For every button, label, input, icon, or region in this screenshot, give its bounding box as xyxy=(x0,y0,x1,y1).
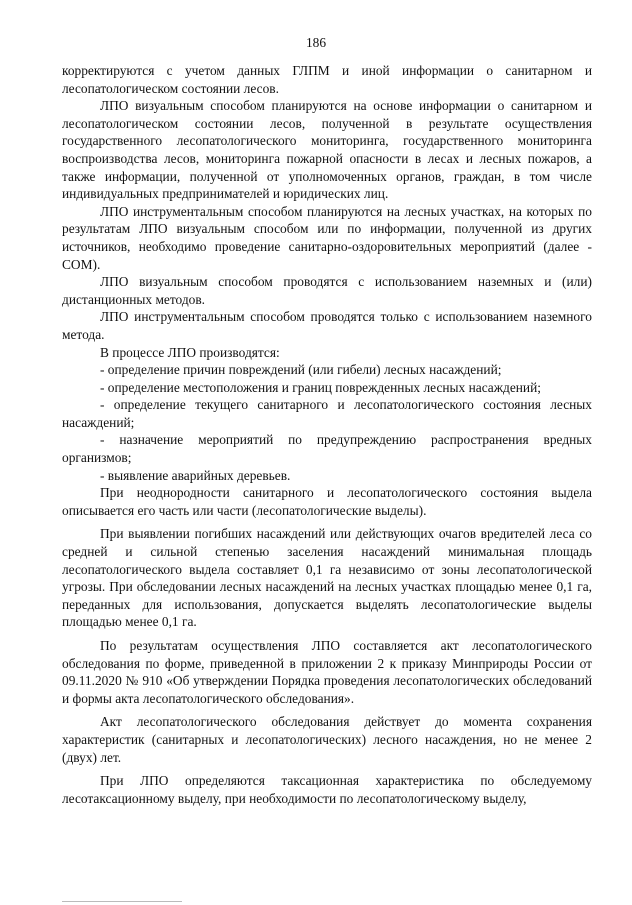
paragraph: ЛПО визуальным способом планируются на основе информации о санитарном и лесопатологическом состоянии лесов, полученной в результате осуществления государственного лесопатологического мониторинга, государственного мониторинга воспроизводства лесов, мониторинга пожарной опасности в лесах и лесных пожаров, а также информации, полученной от уполномоченных органов, граждан, в том числе индивидуальных предпринимателей и юридических лиц. xyxy=(62,98,592,202)
paragraph: ЛПО инструментальным способом планируются на лесных участках, на которых по результатам ЛПО визуальным способом или по информации, полученной из других источников, необходимо проведение санитарно-оздоровительных мероприятий (далее - СОМ). xyxy=(62,203,592,272)
paragraph: В процессе ЛПО производятся: xyxy=(100,344,280,360)
list-item: - определение причин повреждений (или гибели) лесных насаждений; xyxy=(100,362,502,378)
paragraph: При выявлении погибших насаждений или действующих очагов вредителей леса со средней и сильной степенью заселения насаждений минимальная площадь лесопатологического выдела составляет 0,1 га независимо от зоны лесопатологической угрозы. При обследовании лесных насаждений на лесных участках площадью менее 0,1 га, переданных для использования, допускается выделять лесопатологические выделы площадью менее 0,1 га. xyxy=(62,526,592,630)
paragraph: Акт лесопатологического обследования действует до момента сохранения характеристик (санитарных и лесопатологических) лесного насаждения, но не менее 2 (двух) лет. xyxy=(62,714,592,765)
paragraph: При неоднородности санитарного и лесопатологического состояния выдела описывается его часть или части (лесопатологические выделы). xyxy=(62,485,592,518)
paragraph: корректируются с учетом данных ГЛПМ и иной информации о санитарном и лесопатологическом состоянии лесов. xyxy=(62,63,592,96)
paragraph: ЛПО визуальным способом проводятся с использованием наземных и (или) дистанционных методов. xyxy=(62,274,592,307)
document-body xyxy=(62,62,592,807)
paragraph: При ЛПО определяются таксационная характеристика по обследуемому лесотаксационному выделу, при необходимости по лесопатологическому выделу, xyxy=(62,773,592,806)
paragraph: ЛПО инструментальным способом проводятся только с использованием наземного метода. xyxy=(62,309,592,342)
page-number: 186 xyxy=(305,35,327,50)
footer-divider xyxy=(62,901,182,902)
list-item: - определение местоположения и границ поврежденных лесных насаждений; xyxy=(100,379,541,395)
list-item: - назначение мероприятий по предупреждению распространения вредных организмов; xyxy=(62,432,592,466)
list-item: - выявление аварийных деревьев. xyxy=(100,467,291,483)
paragraph: По результатам осуществления ЛПО составляется акт лесопатологического обследования по форме, приведенной в приложении 2 к приказу Минприроды России от 09.11.2020 № 910 «Об утверждении Порядка проведения лесопатологических обследований и формы акта лесопатологического обследования». xyxy=(62,638,592,706)
list-item: - определение текущего санитарного и лесопатологического состояния лесных насаждений; xyxy=(62,397,592,430)
